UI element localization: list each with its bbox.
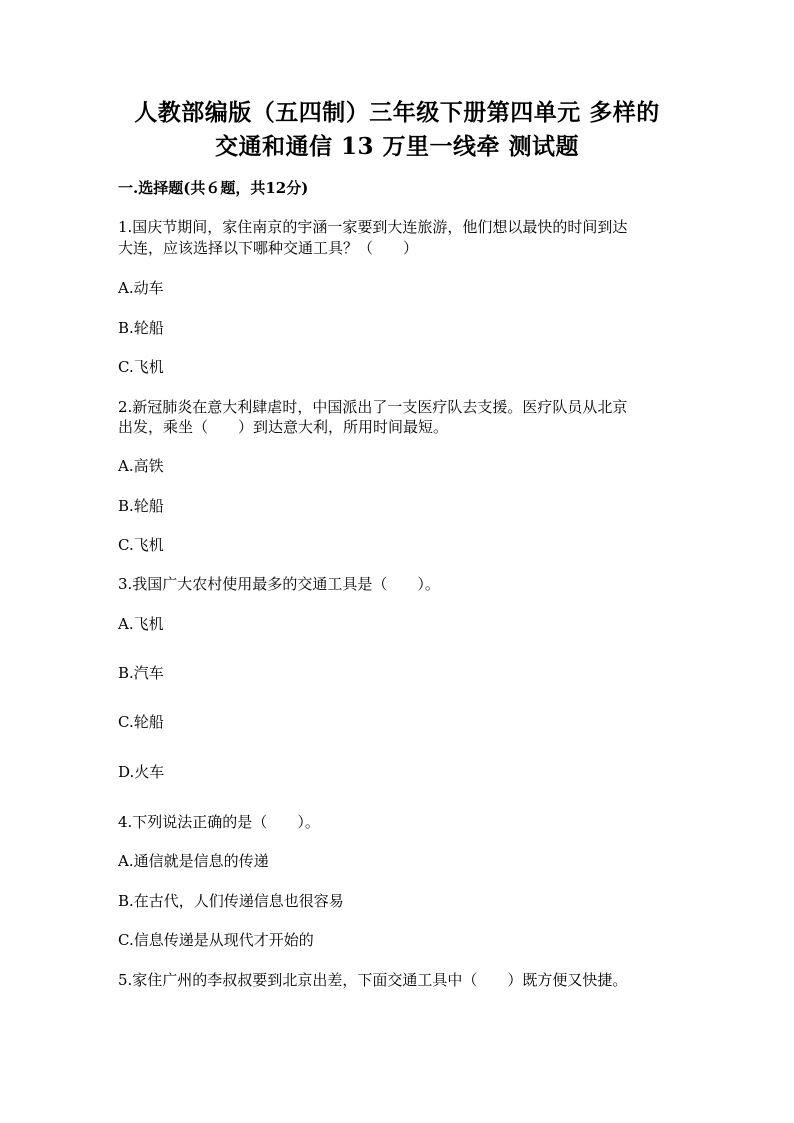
question-2-option-c: C.飞机 [118,536,164,554]
question-1-option-b: B.轮船 [118,319,164,337]
question-1-option-c: C.飞机 [118,358,164,376]
question-2-stem-line-1: 2.新冠肺炎在意大利肆虐时，中国派出了一支医疗队去支援。医疗队员从北京 [118,398,628,416]
question-3-option-a: A.飞机 [118,615,164,633]
document-title-line-1: 人教部编版（五四制）三年级下册第四单元 多样的 [134,99,660,126]
question-1-stem-line-2: 大连，应该选择以下哪种交通工具？（ ） [118,239,419,257]
question-4-stem: 4.下列说法正确的是（ ）。 [118,813,320,831]
question-5-stem: 5.家住广州的李叔叔要到北京出差，下面交通工具中（ ）既方便又快捷。 [118,971,628,989]
question-4-option-a: A.通信就是信息的传递 [118,852,269,870]
question-1-stem-line-1: 1.国庆节期间，家住南京的宇涵一家要到大连旅游，他们想以最快的时间到达 [118,218,628,236]
question-3-option-b: B.汽车 [118,664,164,682]
question-1-option-a: A.动车 [118,279,164,297]
question-4-option-b: B.在古代，人们传递信息也很容易 [118,892,344,910]
question-2-stem-line-2: 出发，乘坐（ ）到达意大利，所用时间最短。 [118,418,449,436]
section-heading: 一.选择题(共６题，共12分) [118,179,309,197]
question-2-option-b: B.轮船 [118,497,164,515]
question-3-stem: 3.我国广大农村使用最多的交通工具是（ ）。 [118,575,440,593]
question-4-option-c: C.信息传递是从现代才开始的 [118,931,314,949]
question-3-option-c: C.轮船 [118,713,164,731]
question-3-option-d: D.火车 [118,763,165,781]
question-2-option-a: A.高铁 [118,457,164,475]
document-title-line-2: 交通和通信 13 万里一线牵 测试题 [214,133,580,160]
